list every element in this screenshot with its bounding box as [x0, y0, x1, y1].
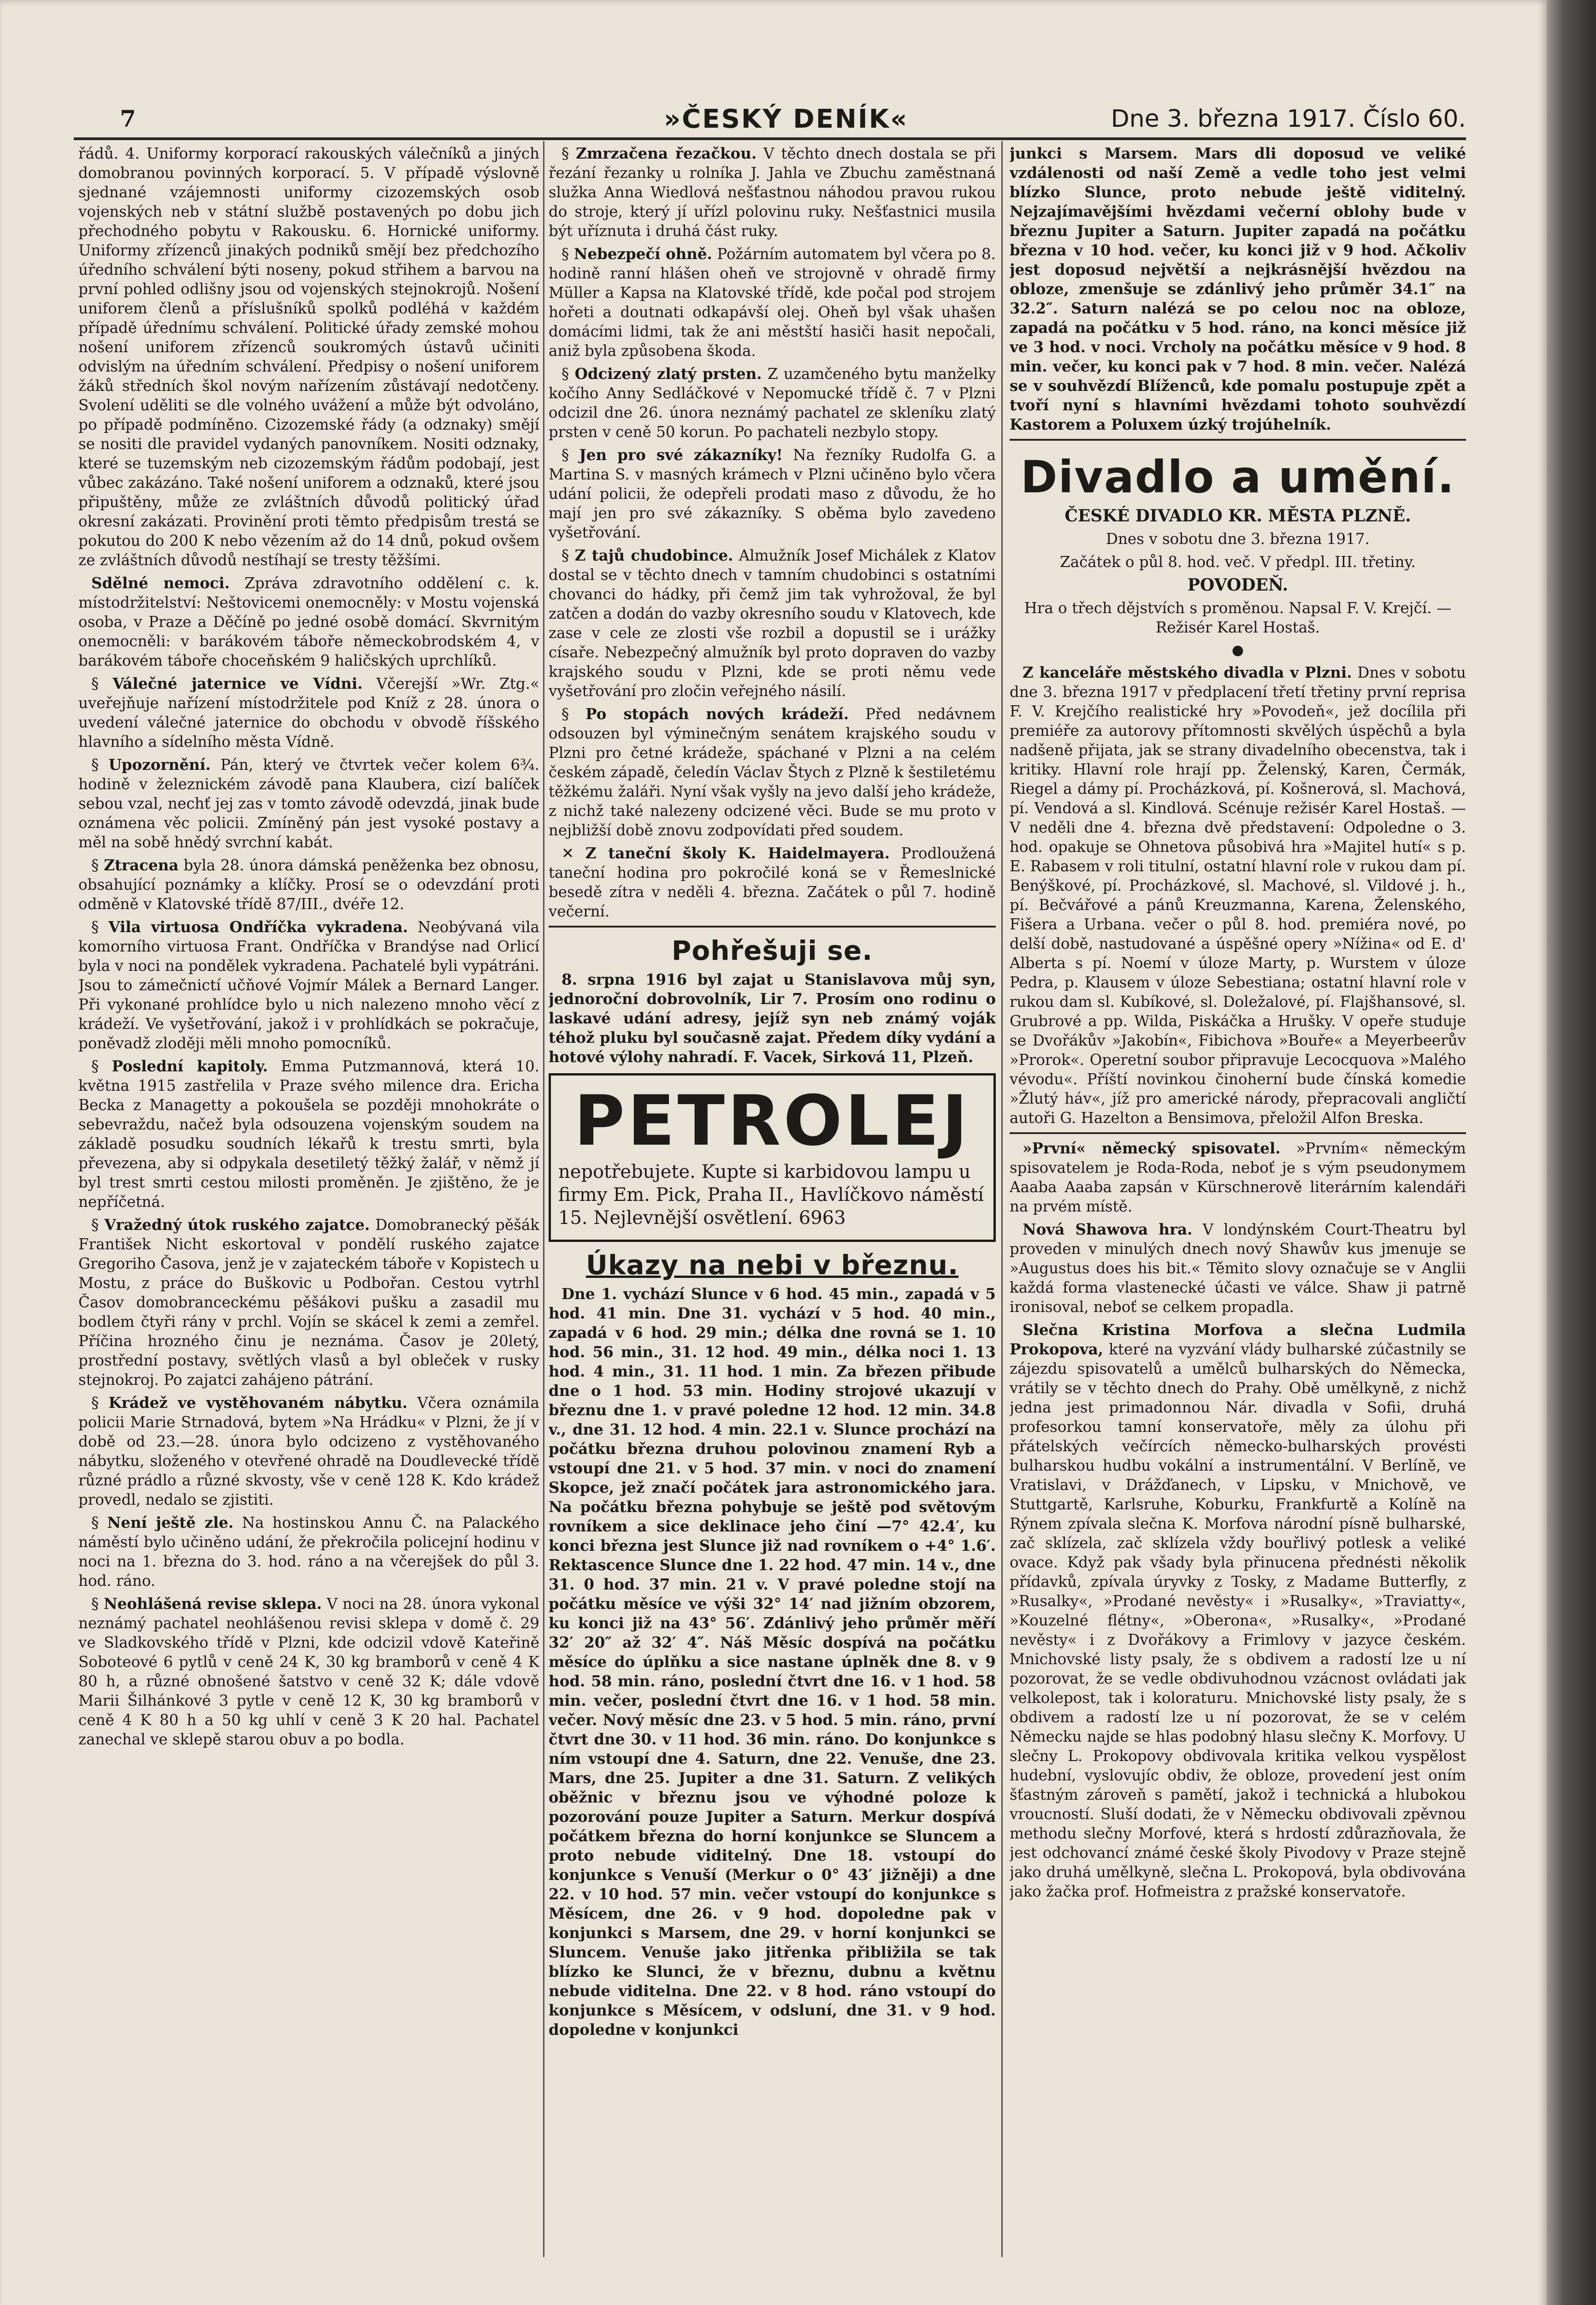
article: § Vila virtuosa Ondříčka vykradena. Neobývaná vila komorního virtuosa Frant. Ondříčka v Brandýse nad Orlicí byla v noci na pondělek vykradena. Pachatelé byli vypátráni. Jsou to zámečnictí učňové Vojmír Málek a Bernard Langer. Při vykonané prohlídce bylo u nich nalezeno mnoho věcí z krádeží. Ve vyšetřování, jakož i v prohlídkách se pokračuje, poněvadž zloději měli mnoho pomocníků.	[78, 918, 539, 1052]
article-heading: Sdělné nemoci.	[91, 574, 230, 592]
page-number: 7	[120, 105, 136, 132]
article	[1010, 1220, 1466, 1317]
article: § Krádež ve vystěhovaném nábytku. Včera oznámila policii Marie Strnadová, bytem »Na Hrádku« v Plzni, že jí v době od 23.—28. února bylo odcizeno z vystěhovaného nábytku, složeného v otevřené ohradě na Doudlevecké třídě různé prádlo a různé skvosty, vše v ceně 128 K. Kdo krádež provedl, nedalo se zjistiti.	[78, 1394, 539, 1508]
article-text: Emma Putzmannová, která 10. května 1915 zastřelila v Praze svého milence dra. Ericha Becka z Managetty a pokoušela se později mnohokráte o sebevraždu, načež byla odsouzena vojenským soudem na základě posudku soudních lékařů k trestu smrti, byla převezena, aby si odpykala desetiletý těžký žalář, v němž jí byl trest smrti cestou milosti proměněn. Je zjištěno, že je nepříčetná.	[78, 1058, 539, 1211]
sky-phenomena-heading: Úkazy na nebi v březnu.	[585, 1249, 959, 1281]
article-heading: Neohlášená revise sklepa.	[103, 1595, 322, 1613]
ad-text: nepotřebujete. Kupte si karbidovou lampu u firmy Em. Pick, Praha II., Havlíčkovo náměstí 15. Nejlevnější osvětlení. 6963	[558, 1161, 984, 1229]
article-heading: Slečna Kristina Morfova a slečna Ludmila Prokopova,	[1010, 1321, 1466, 1358]
article-text: V noci na 28. února vykonal neznámý pachatel neohlášenou revisi sklepa v domě č. 29 ve Sladkovského třídě v Plzni, kde odcizil vdově Kateřině Soboteové 6 pytlů v ceně 24 K, 30 kg bramborů v ceně 4 K 80 h, a různé obnošené šatstvo v ceně 32 K; dále vdově Marii Šilhánkové 3 pytle v ceně 12 K, 30 kg bramborů v ceně 4 K 80 h a 50 kg uhlí v ceně 3 K 20 hal. Pachatel zanechal ve sklepě starou obuv a po bodla.	[78, 1595, 539, 1748]
article-text: Prodloužená taneční hodina pro pokročilé koná se v Řemeslnické besedě zítra v neděli 4. března. Začátek o půl 7. hodině večerní.	[549, 845, 996, 920]
article: § Není ještě zle. Na hostinskou Annu Č. na Palackého náměstí bylo učiněno udání, že překročila policejní hodinu v noci na 1. března do 3. hod. ráno a na včerejšek do půl 3. hod. ráno.	[78, 1513, 539, 1590]
article-heading: Z taneční školy K. Haidelmayera.	[585, 844, 890, 862]
play-description: Hra o třech dějstvích s proměnou. Napsal F. V. Krejčí. — Režisér Karel Hostaš.	[1024, 599, 1452, 636]
section-rule	[1010, 1132, 1466, 1134]
arts-section-title: Divadlo a umění.	[1020, 451, 1455, 503]
article: § Z tajů chudobince. Almužník Josef Michálek z Klatov dostal se v těchto dnech v tamním chudobinci s ostatními chovanci do hádky, při čemž jim tak vyhrožoval, že byl zatčen a dodán do vazby okresního soudu v Klatovech, kde zase v cele ze zlosti vše rozbil a dopustil se i urážky císaře. Nebezpečný almužník byl proto dopraven do vazby krajského soudu v Plzni, kde se proti němu vede vyšetřování pro zločin veřejného násilí.	[549, 546, 996, 700]
column-2	[549, 144, 996, 2255]
article-heading: Upozornění.	[108, 756, 211, 774]
article	[1010, 1139, 1466, 1216]
article-heading: Po stopách nových krádeží.	[585, 705, 849, 723]
page-header	[120, 102, 1466, 135]
theatre-name: ČESKÉ DIVADLO KR. MĚSTA PLZNĚ.	[1064, 506, 1411, 526]
article-text: Před nedávnem odsouzen byl výminečným senátem krajského soudu v Plzni pro četné krádeže, spáchané v Plzni a na celém českém západě, čeledín Václav Štych z Plzně k šestiletému těžkému žaláři. Nyní však vyšly na jevo další jeho krádeže, z nichž také nalezeny odcizené věci. Bude se mu proto v nejbližší době znovu zodpovídati před soudem.	[549, 705, 996, 839]
article-heading: Odcizený zlatý prsten.	[574, 365, 762, 383]
lost-person-heading: Pohřešuji se.	[671, 935, 873, 966]
article: § Upozornění. Pán, který ve čtvrtek večer kolem 6¾. hodině v železnickém závodě pana Klaubera, cizí balíček sebou vzal, nechť jej zas v tomto závodě odevzdá, jinak bude oznámena věc policii. Zmíněný pán jest vysoké postavy a měl na sobě hnědý svrchní kabát.	[78, 756, 539, 851]
page-edge-shadow	[1547, 0, 1596, 2305]
article: § Válečné jaternice ve Vídni. Včerejší »Wr. Ztg.« uveřejňuje nařízení místodržitele pod Kníž z 28. února o uvedení válečné jaternice do obchodu v obvodě říšského hlavního a sídelního města Vídně.	[78, 674, 539, 751]
article-text: Zpráva zdravotního oddělení c. k. místodržitelství: Neštovicemi onemocněly: v Mostu vojenská osoba, v Praze a Děčíně po jedné osobě domácí. Skvrnitým onemocněli: v barákovém táboře německobrodském 4, v barákovém táboře choceňském 9 haličských uprchlíků.	[78, 574, 539, 669]
bullet-divider: ●	[1231, 642, 1244, 658]
article: § Zmrzačena řezačkou. V těchto dnech dostala se při řezání řezanky u rolníka J. Jahla ve Zbuchu zaměstnaná služka Anna Wiedlová nešťastnou náhodou pravou rukou do stroje, který jí uřízl polovinu ruky. Nešťastnici musila být uříznuta i druhá část ruky.	[549, 144, 996, 240]
article: § Ztracena byla 28. února dámská peněženka bez obnosu, obsahující poznámky a klíčky. Prosí se o odevzdání proti odměně v Klatovské třídě 87/III., dvéře 12.	[78, 856, 539, 913]
petrolej-advertisement	[549, 1073, 996, 1242]
article: § Jen pro své zákazníky! Na řezníky Rudolfa G. a Martina S. v masných krámech v Plzni učiněno bylo včera udání policii, že odepřeli prodati maso z důvodu, že ho mají jen pro své zákazníky. S oběma bylo zavedeno vyšetřování.	[549, 446, 996, 541]
article: § Nebezpečí ohně. Požárním automatem byl včera po 8. hodině ranní hlášen oheň ve strojovně v ohradě firmy Müller a Kapsa na Klatovské třídě, kde počal pod strojem hořeti a doutnati odkapávší olej. Oheň byl však uhašen domácími lidmi, tak že ani městští hasiči hasit nepočali, aniž byla způsobena škoda.	[549, 245, 996, 360]
header-rule	[74, 137, 1466, 140]
article: § Poslední kapitoly. Emma Putzmannová, která 10. května 1915 zastřelila v Praze svého milence dra. Ericha Becka z Managetty a pokoušela se později mnohokráte o sebevraždu, načež byla odsouzena vojenským soudem na základě posudku soudních lékařů k trestu smrti, byla převezena, aby si odpykala desetiletý těžký žalář, v němž jí byl trest smrti cestou milosti proměněn. Je zjištěno, že je nepříčetná.	[78, 1057, 539, 1211]
article-heading: Není ještě zle.	[107, 1513, 234, 1531]
column-divider	[1001, 141, 1003, 2257]
section-rule	[549, 926, 996, 928]
theatre-time: Začátek o půl 8. hod. več. V předpl. III. třetiny.	[1060, 553, 1416, 571]
article-text: Neobývaná vila komorního virtuosa Frant. Ondříčka v Brandýse nad Orlicí byla v noci na pondělek vykradena. Pachatelé byli vypátráni. Jsou to zámečnictí učňové Vojmír Málek a Bernard Langer. Při vykonané prohlídce bylo u nich nalezeno mnoho věcí z krádeží. Ve vyšetřování, jakož i v prohlídkách se pokračuje, poněvadž zloději měli mnoho pomocníků.	[78, 918, 539, 1052]
article	[1010, 663, 1466, 1128]
article-heading: Zmrzačena řezačkou.	[576, 144, 757, 162]
article-text: Na řezníky Rudolfa G. a Martina S. v masných krámech v Plzni učiněno bylo včera udání policii, že odepřeli prodati maso z důvodu, že ho mají jen pro své zákazníky. S oběma bylo zavedeno vyšetřování.	[549, 446, 996, 541]
article-heading: Z tajů chudobince.	[574, 546, 733, 564]
article-text: V londýnském Court-Theatru byl proveden v minulých dnech nový Shawův kus jmenuje se »Augustus does his bit.« Těmito slovy označuje se v Anglii každá forma vlastenecké účasti ve válce. Shaw ji patrně ironisoval, neboť se celkem propadla.	[1010, 1221, 1466, 1316]
article-text: Z uzamčeného bytu manželky kočího Anny Sedláčkové v Nepomucké třídě č. 7 v Plzni odcizil dne 26. února neznámý pachatel ze skleníku zlatý prsten v ceně 50 korun. Po pachateli nezbylo stopy.	[549, 365, 996, 441]
article: § Odcizený zlatý prsten. Z uzamčeného bytu manželky kočího Anny Sedláčkové v Nepomucké třídě č. 7 v Plzni odcizil dne 26. února neznámý pachatel ze skleníku zlatý prsten v ceně 50 korun. Po pachateli nezbylo stopy.	[549, 365, 996, 441]
article-text: Včera oznámila policii Marie Strnadová, bytem »Na Hrádku« v Plzni, že jí v době od 23.—28. února bylo odcizeno z vystěhovaného nábytku, složeného v otevřené ohradě na Doudlevecké třídě různé prádlo a různé skvosty, vše v ceně 128 K. Kdo krádež provedl, nedalo se zjistiti.	[78, 1394, 539, 1508]
column-divider	[543, 141, 544, 2257]
article-text: Domobranecký pěšák František Nicht eskortoval v pondělí ruského zajatce Gregoriho Časova, jenž je v zajateckém táboře v Kopistech u Mostu, z práce do Buškovic u Podbořan. Cestou vytrhl Časov domobranceckému pěšákovi pušku a zasadil mu bodlem čtyři rány v prchl. Vojín se skácel k zemi a zemřel. Příčina hrozného činu je neznáma. Časov je 20letý, prostřední postavy, světlých vlasů a byl obleček v rusky stejnokroj. Po zajatci zahájeno pátrání.	[78, 1216, 539, 1389]
article: § Vražedný útok ruského zajatce. Domobranecký pěšák František Nicht eskortoval v pondělí ruského zajatce Gregoriho Časova, jenž je v zajateckém táboře v Kopistech u Mostu, z práce do Buškovic u Podbořan. Cestou vytrhl Časov domobranceckému pěšákovi pušku a zasadil mu bodlem čtyři rány v prchl. Vojín se skácel k zemi a zemřel. Příčina hrozného činu je neznáma. Časov je 20letý, prostřední postavy, světlých vlasů a byl obleček v rusky stejnokroj. Po zajatci zahájeno pátrání.	[78, 1216, 539, 1389]
issue-date: Dne 3. března 1917. Číslo 60.	[1111, 105, 1466, 133]
lost-person-text: 8. srpna 1916 byl zajat u Stanislavova můj syn, jednoroční dobrovolník, Lir 7. Prosím ono rodinu o laskavé udání adresy, jejíž syn neb známý voják téhož pluku byl současně zajat. Předem díky vydání a hotové výlohy nahradí. F. Vacek, Sirková 11, Plzeň.	[549, 970, 996, 1066]
article-text: Almužník Josef Michálek z Klatov dostal se v těchto dnech v tamním chudobinci s ostatními chovanci do hádky, při čemž jim tak vyhrožoval, že byl zatčen a dodán do vazby okresního soudu v Klatovech, kde zase v cele ze zlosti vše rozbil a dopustil se i urážky císaře. Nebezpečný almužník byl proto dopraven do vazby krajského soudu v Plzni, kde se proti němu vede vyšetřování pro zločin veřejného násilí.	[549, 547, 996, 700]
article-heading: Jen pro své zákazníky!	[579, 446, 783, 464]
article-text: Pán, který ve čtvrtek večer kolem 6¾. hodině v železnickém závodě pana Klaubera, cizí balíček sebou vzal, nechť jej zas v tomto závodě odevzdá, jinak bude oznámena věc policii. Zmíněný pán jest vysoké postavy a měl na sobě hnědý svrchní kabát.	[78, 756, 539, 851]
newspaper-title: »ČESKÝ DENÍK«	[664, 104, 909, 134]
sky-phenomena-text: Dne 1. vychází Slunce v 6 hod. 45 min., zapadá v 5 hod. 41 min. Dne 31. vychází v 5 hod. 40 min., zapadá v 6 hod. 29 min.; délka dne rovná se 1. 10 hod. 56 min., 31. 12 hod. 49 min., délka noci 1. 13 hod. 4 min., 31. 11 hod. 1 min. Za březen přibude dne o 1 hod. 53 min. Hodiny strojové ukazují v březnu dne 1. v pravé poledne 12 hod. 12 min. 34.8 v., dne 31. 12 hod. 4 min. 22.1 v. Slunce prochází na počátku března druhou polovinou znamení Ryb a vstoupí dne 21. v 5 hod. 37 min. v noci do znamení Skopce, jež značí počátek jara astronomického jara. Na počátku března pohybuje se ještě pod světovým rovníkem a sice deklinace jeho činí —7° 42.4′, ku konci března jest Slunce již nad rovníkem o +4° 1.6′. Rektascence Slunce dne 1. 22 hod. 47 min. 14 v., dne 31. 0 hod. 37 min. 21 v. V pravé poledne stojí na počátku měsíce ve výši 32° 14′ nad jižním obzorem, ku konci již na 43° 56′. Zdánlivý jeho průměr měří 32′ 20″ až 32′ 4″. Náš Měsíc dospívá na počátku měsíce do úplňku a sice nastane úplněk dne 8. v 9 hod. 58 min. ráno, poslední čtvrt dne 16. v 1 hod. 58 min. večer, poslední čtvrt dne 16. v 1 hod. 58 min. večer. Nový měsíc dne 23. v 5 hod. 5 min. ráno, první čtvrt dne 30. v 11 hod. 36 min. ráno. Do konjunkce s ním vstoupí dne 4. Saturn, dne 22. Venuše, dne 23. Mars, dne 25. Jupiter a dne 31. Saturn. Z velikých oběžnic v březnu jsou ve výhodné poloze k pozorování pouze Jupiter a Saturn. Merkur dospívá počátkem března do horní konjunkce se Sluncem a proto nebude viditelný. Dne 18. vstoupí do konjunkce s Venuší (Merkur o 0° 43′ jižněji) a dne 22. v 10 hod. 57 min. večer vstoupí do konjunkce s Měsícem, dne 26. v 9 hod. dopoledne pak v konjunkci s Marsem, dne 29. v horní konjunkci se Sluncem. Venuše jako jitřenka přibližila se tak blízko ke Slunci, že v březnu, dubnu a květnu nebude viditelna. Dne 22. v 8 hod. ráno vstoupí do konjunkce s Měsícem, v odsluní, dne 31. v 9 hod. dopoledne v konjunkci	[549, 1285, 996, 2039]
article-text: Požárním automatem byl včera po 8. hodině ranní hlášen oheň ve strojovně v ohradě firmy Müller a Kapsa na Klatovské třídě, kde počal pod strojem hořeti a doutnati odkapávší olej. Oheň byl však uhašen domácími lidmi, tak že ani městští hasiči hasit nepočali, aniž byla způsobena škoda.	[549, 245, 996, 360]
article: § Neohlášená revise sklepa. V noci na 28. února vykonal neznámý pachatel neohlášenou revisi sklepa v domě č. 29 ve Sladkovského třídě v Plzni, kde odcizil vdově Kateřině Soboteové 6 pytlů v ceně 24 K, 30 kg bramborů v ceně 4 K 80 h, a různé obnošené šatstvo v ceně 32 K; dále vdově Marii Šilhánkové 3 pytle v ceně 12 K, 30 kg bramborů v ceně 4 K 80 h a 50 kg uhlí v ceně 3 K 20 hal. Pachatel zanechal ve sklepě starou obuv a po bodla.	[78, 1595, 539, 1748]
article-text: »Prvním« německým spisovatelem je Roda-Roda, neboť je s vým pseudonymem Aaaba Aaaba zapsán v Kürschnerově literárním kalendáři na prvém místě.	[1010, 1140, 1466, 1215]
article: ✕ Z taneční školy K. Haidelmayera. Prodloužená taneční hodina pro pokročilé koná se v Řemeslnické besedě zítra v neděli 4. března. Začátek o půl 7. hodině večerní.	[549, 844, 996, 920]
article-text: byla 28. února dámská peněženka bez obnosu, obsahující poznámky a klíčky. Prosí se o odevzdání proti odměně v Klatovské třídě 87/III., dvéře 12.	[78, 857, 539, 913]
play-title: POVODEŇ.	[1187, 575, 1289, 595]
article-text: V těchto dnech dostala se při řezání řezanky u rolníka J. Jahla ve Zbuchu zaměstnaná služka Anna Wiedlová nešťastnou náhodou pravou rukou do stroje, který jí uřízl polovinu ruky. Nešťastnici musila být uříznuta i druhá část ruky.	[549, 145, 996, 240]
ad-headline: PETROLEJ	[574, 1081, 970, 1161]
article-text: Na hostinskou Annu Č. na Palackého náměstí bylo učiněno udání, že překročila policejní hodinu v noci na 1. března do 3. hod. ráno a na včerejšek do půl 3. hod. ráno.	[78, 1514, 539, 1590]
article-text: Dnes v sobotu dne 3. března 1917 v předplacení třetí třetiny první reprisa F. V. Krejčího realistické hry »Povodeň«, jež docílila při premiéře za autorovy přítomnosti skvělých úspěchů a byla nadšeně přijata, jak se strany divadelního obecenstva, tak i kritiky. Hlavní role hrají pp. Želenský, Karen, Čermák, Riegel a dámy pí. Procházková, pí. Košnerová, sl. Machová, pí. Vendová a sl. Kindlová. Scénuje režisér Karel Hostaš. — V neděli dne 4. března dvě představení: Odpoledne o 3. hod. opakuje se Ohnetova působivá hra »Majitel hutí« s p. E. Rabasem v roli titulní, ostatní hlavní role v rukou dam pí. Benýškové, pí. Procházkové, sl. Machové, sl. Vildové j. h., pí. Bečvářové a pánů Kreuzmanna, Karena, Želenského, Fišera a Urbana. večer o půl 8. hod. premiéra nové, po delší době, nastudované a úspěšné opery »Nížina« od E. d' Alberta s pí. Noemí v úloze Marty, p. Wurstem v úloze Pedra, p. Klausem v úloze Sebestiana; ostatní hlavní role v rukou dam sl. Kubíkové, sl. Doležalové, pí. Flajšhansové, sl. Grubrové a pp. Wilda, Piskáčka a Hrušky. V opeře studuje se Dvořákův »Jakobín«, Fibichova »Bouře« a Meyerbeerův »Prorok«. Operetní soubor připravuje Lecocquova »Malého vévodu«. Příští novinkou činoherní bude čínská komedie »Žlutý háv«, jíž pro americké národy, přepracovali angličtí autoři G. Hazelton a Bensimova, přeložil Alfon Breska.	[1010, 664, 1466, 1127]
section-rule	[1010, 439, 1466, 441]
article-heading: Nebezpečí ohně.	[573, 245, 712, 263]
article-heading: Ztracena	[104, 856, 179, 874]
article	[1010, 1320, 1466, 1901]
article	[78, 573, 539, 670]
article-text: Včerejší »Wr. Ztg.« uveřejňuje nařízení místodržitele pod Kníž z 28. února o uvedení válečné jaternice do obchodu v obvodě říšského hlavního a sídelního města Vídně.	[78, 675, 539, 751]
column-3	[1010, 144, 1466, 2255]
article-heading: Vila virtuosa Ondříčka vykradena.	[108, 918, 408, 936]
article-heading: Poslední kapitoly.	[112, 1057, 268, 1075]
article-heading: Krádež ve vystěhovaném nábytku.	[108, 1394, 408, 1412]
article-heading: »První« německý spisovatel.	[1023, 1139, 1281, 1157]
article-text: řádů. 4. Uniformy korporací rakouských válečníků a jiných domobranou povinných korporací. 5. V případě výslovně sjednané vzájemnosti uniformy cizozemských osob vojenských neb v státní službě postavených po dobu jich přechodného pobytu v Rakousku. 6. Hornické uniformy. Uniformy zřízenců jinakých podniků smějí bez předchozího úředního schválení býti noseny, pokud střihem a barvou na první pohled odlišny jsou od vojenských stejnokrojů. Nošení uniforem členů a příslušníků spolků podléhá v každém případě úřednímu schválení. Politické úřady zemské mohou nošení uniforem zřízenců soukromých ústavů učiniti odvislým na úředním schválení. Předpisy o nošení uniforem žáků středních škol novým nařízením zůstávají nedotčeny. Svolení uděliti se dle volného uvážení a může být odvoláno, po případě podmíněno. Cizozemské řády (a odznaky) smějí se nositi dle pravidel vydaných panovníkem. Nositi odznaky, které se tuzemským neb cizozemským řádům podobají, jest vůbec zakázáno. Také nošení uniforem a odznaků, které jsou připuštěny, může ze zvláštních důvodů politický úřad okresní zakázati. Provinění proti těmto předpisům trestá se pokutou do 200 K nebo vězením až do 14 dnů, pokud ovšem ze zvláštních důvodů nestíhají se tresty těžšími.	[78, 145, 539, 569]
article-heading: Z kanceláře městského divadla v Plzni.	[1023, 663, 1352, 681]
article-heading: Válečné jaternice ve Vídni.	[112, 674, 363, 692]
column-1	[78, 144, 539, 2255]
theatre-date: Dnes v sobotu dne 3. března 1917.	[1106, 530, 1370, 548]
article-heading: Vražedný útok ruského zajatce.	[104, 1216, 370, 1234]
article-text: které na vyzvání vlády bulharské zúčastnily se zájezdu spisovatelů a umělců bulharských do Německa, vrátily se v těchto dnech do Prahy. Obě umělkyně, z nichž jedna jest primadonnou Nár. divadla v Sofii, druhá profesorkou tamní konservatoře, měly za úlohu při přátelských večírcích německo-bulharských provésti bulharskou hudbu vokální a instrumentální. V Berlíně, ve Vratislavi, v Drážďanech, v Lipsku, v Mnichově, ve Stuttgartě, Karlsruhe, Koburku, Frankfurtě a Kolíně na Rýnem zpívala slečna K. Morfova národní písně bulharské, zač sklízela, zač sklízela vždy bouřlivý potlesk a veliké ovace. Když pak všady byla přinucena přednésti několik přídavků, zpívala úryvky z Tosky, z Madame Butterfly, z »Rusalky«, »Prodané nevěsty« i »Rusalky«, »Traviatty«, »Kouzelné flétny«, »Oberona«, »Rusalky«, »Prodané nevěsty« i z Dvořákovy a Frimlovy v jazyce českém. Mnichovské listy psaly, že s obdivem a radostí lze u ní pozorovat, že se vedle obdivuhodnou vzácnost ovládati jak velkolepost, tak i koloraturu. Mnichovské listy psaly, že s obdivem a radostí lze u ní pozorovat, že se v celém Německu najde se hlas podobný hlasu slečny K. Morfovy. U slečny L. Prokopovy obdivovala kritika velkou vyspělost hudební, vyslovujíc obdiv, že obloze, provedení jest oním šťastným zároveň s pamětí, jakož i technická a hlubokou vroucností. Sluší dodati, že v Německu obdivovali zpěvnou methodu slečny Morfové, která s hrdostí zdůrazňovala, že jest odchovancí známé české školy Pivodovy v Praze stejně jako druhá umělkyně, slečna L. Prokopová, byla obdivována jako žačka prof. Hofmeistra z pražské konservatoře.	[1010, 1341, 1466, 1900]
sky-continued-text: junkci s Marsem. Mars dli doposud ve veliké vzdálenosti od naší Země a vedle toho jest velmi blízko Slunce, proto nebude ještě viditelný. Nejzajímavějšími hvězdami večerní oblohy bude v březnu Jupiter a Saturn. Jupiter zapadá na počátku března v 10 hod. večer, ku konci již v 9 hod. Ačkoliv jest doposud největší a nejkrásnější hvězdou na obloze, zmenšuje se zdánlivý jeho průměr 34.1″ na 32.2″. Saturn nalézá se po celou noc na obloze, zapadá na počátku v 5 hod. ráno, na konci měsíce již ve 3 hod. v noci. Vrcholy na počátku měsíce v 9 hod. 8 min. večer, ku konci pak v 7 hod. 8 min. večer. Nalézá se v souhvězdí Blíženců, kde pomalu postupuje zpět a tvoří nyní s hlavními hvězdami tohoto souhvězdí Kastorem a Poluxem úzký trojúhelník.	[1010, 144, 1466, 433]
article-heading: Nová Shawova hra.	[1023, 1220, 1193, 1238]
article: § Po stopách nových krádeží. Před nedávnem odsouzen byl výminečným senátem krajského soudu v Plzni pro četné krádeže, spáchané v Plzni a na celém českém západě, čeledín Václav Štych z Plzně k šestiletému těžkému žaláři. Nyní však vyšly na jevo další jeho krádeže, z nichž také nalezeny odcizené věci. Bude se mu proto v nejbližší době znovu zodpovídati před soudem.	[549, 705, 996, 839]
